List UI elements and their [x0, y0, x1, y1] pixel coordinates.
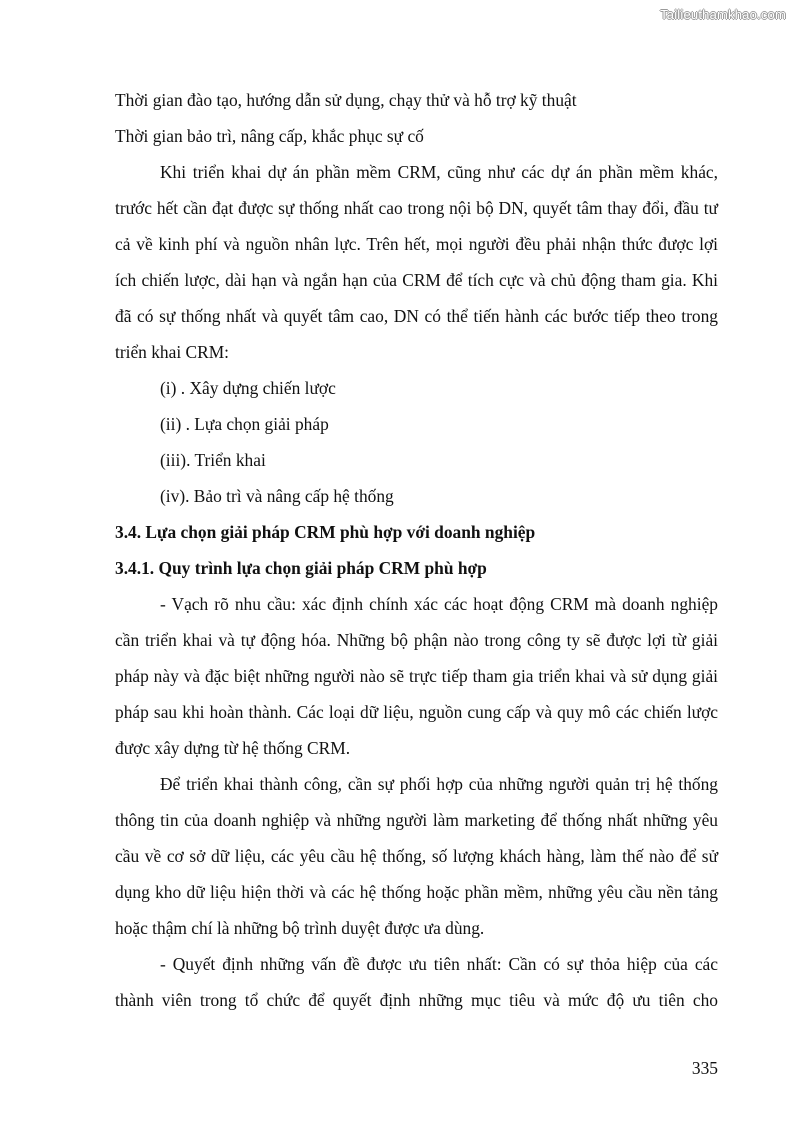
steps-list: [115, 370, 718, 514]
step-item: (i) . Xây dựng chiến lược: [160, 378, 336, 398]
step-item: (iii). Triển khai: [160, 450, 266, 470]
step-item: (ii) . Lựa chọn giải pháp: [160, 414, 329, 434]
intro-line-maintenance: Thời gian bảo trì, nâng cấp, khắc phục sự cố: [115, 126, 424, 146]
intro-line-training: Thời gian đào tạo, hướng dẫn sử dụng, chạy thử và hỗ trợ kỹ thuật: [115, 90, 577, 110]
watermark: Tailieuthamkhao.com: [660, 7, 786, 22]
section-heading: 3.4. Lựa chọn giải pháp CRM phù hợp với doanh nghiệp: [115, 522, 536, 542]
page-number: 335: [691, 1058, 718, 1078]
paragraph-define-needs: - Vạch rõ nhu cầu: xác định chính xác các hoạt động CRM mà doanh nghiệp cần triển khai và tự động hóa. Những bộ phận nào trong công ty sẽ được lợi từ giải pháp này và đặc biệt những người nào sẽ trực tiếp tham gia triển khai và sử dụng giải pháp sau khi hoàn thành. Các loại dữ liệu, nguồn cung cấp và quy mô các chiến lược được xây dựng từ hệ thống CRM.: [115, 594, 718, 758]
paragraph-priorities: - Quyết định những vấn đề được ưu tiên nhất: Cần có sự thỏa hiệp của các thành viên trong tổ chức để quyết định những mục tiêu và mức độ ưu tiên cho: [115, 954, 718, 1010]
step-item: (iv). Bảo trì và nâng cấp hệ thống: [160, 486, 394, 506]
subsection-heading: 3.4.1. Quy trình lựa chọn giải pháp CRM phù hợp: [115, 558, 487, 578]
paragraph-crm-deployment: Khi triển khai dự án phần mềm CRM, cũng như các dự án phần mềm khác, trước hết cần đạt được sự thống nhất cao trong nội bộ DN, quyết tâm thay đổi, đầu tư cả về kinh phí và nguồn nhân lực. Trên hết, mọi người đều phải nhận thức được lợi ích chiến lược, dài hạn và ngắn hạn của CRM để tích cực và chủ động tham gia. Khi đã có sự thống nhất và quyết tâm cao, DN có thể tiến hành các bước tiếp theo trong triển khai CRM:: [115, 162, 718, 362]
paragraph-coordination: Để triển khai thành công, cần sự phối hợp của những người quản trị hệ thống thông tin của doanh nghiệp và những người làm marketing để thống nhất những yêu cầu về cơ sở dữ liệu, các yêu cầu hệ thống, số lượng khách hàng, làm thế nào để sử dụng kho dữ liệu hiện thời và các hệ thống hoặc phần mềm, những yêu cầu nền tảng hoặc thậm chí là những bộ trình duyệt được ưa dùng.: [115, 774, 718, 938]
page-body: [115, 82, 718, 1018]
